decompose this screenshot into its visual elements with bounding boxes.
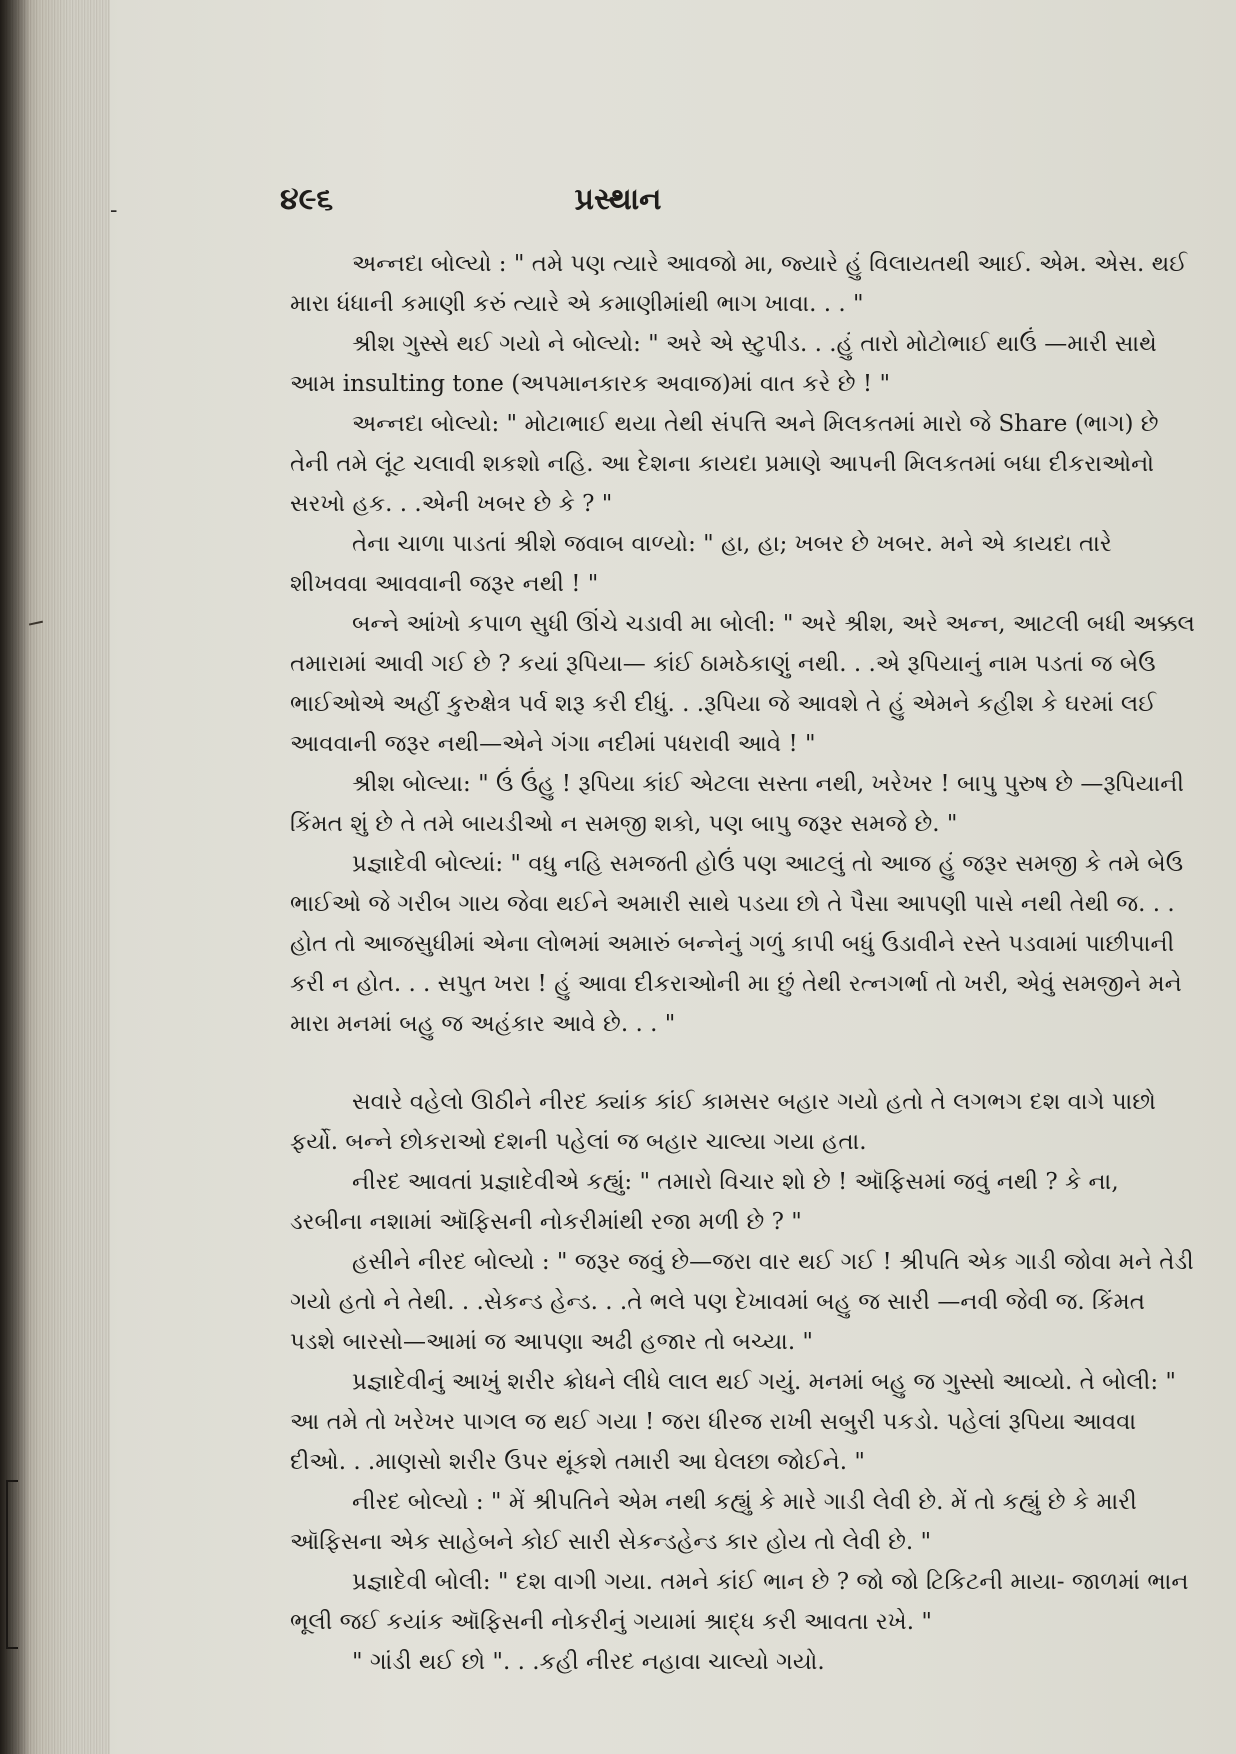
margin-bracket: [6, 1480, 18, 1649]
paragraph: સવારે વહેલો ઊઠીને નીરદ ક્યાંક કાંઈ કામસર બહાર ગયો હતો તે લગભગ દશ વાગે પાછો ફર્યો. બન્ને છોકરાઓ દશની પહેલાં જ બહાર ચાલ્યા ગયા હતા.: [290, 1089, 1156, 1155]
paragraph: પ્રજ્ઞાદેવી બોલી: " દશ વાગી ગયા. તમને કાંઈ ભાન છે ? જો જો ટિકિટની માયા- જાળમાં ભાન ભૂલી જઈ કયાંક ઑફિસની નોકરીનું ગયામાં શ્રાદ્ધ કરી આવતા રખે. ": [290, 1569, 1189, 1635]
paragraph: શ્રીશ બોલ્યા: " ઉં ઉંહુ ! રૂપિયા કાંઈ એટલા સસ્તા નથી, ખરેખર ! બાપુ પુરુષ છે —રૂપિયાની કિંમત શું છે તે તમે બાયડીઓ ન સમજી શકો, પણ બાપુ જરૂર સમજે છે. ": [290, 771, 1184, 837]
paragraph: બન્ને આંખો કપાળ સુધી ઊંચે ચડાવી મા બોલી: " અરે શ્રીશ, અરે અન્ન, આટલી બધી અક્કલ તમારામાં આવી ગઈ છે ? કયાં રૂપિયા— કાંઈ ઠામઠેકાણું નથી. . .એ રૂપિયાનું નામ પડતાં જ બેઉ ભાઈઓએ અહીં કુરુક્ષેત્ર પર્વ શરૂ કરી દીધું. . .રૂપિયા જે આવશે તે હું એમને કહીશ કે ઘરમાં લઈ આવવાની જરૂર નથી—એને ગંગા નદીમાં પધરાવી આવે ! ": [290, 611, 1195, 757]
paragraph: અન્નદા બોલ્યો: " મોટાભાઈ થયા તેથી સંપત્તિ અને મિલકતમાં મારો જે Share (ભાગ) છે તેની તમે લૂંટ ચલાવી શકશો નહિ. આ દેશના કાયદા પ્રમાણે આપની મિલકતમાં બધા દીકરાઓનો સરખો હક. . .એની ખબર છે કે ? ": [290, 411, 1159, 517]
margin-dash: -: [110, 198, 118, 223]
paragraph: અન્નદા બોલ્યો : " તમે પણ ત્યારે આવજો મા, જ્યારે હું વિલાયતથી આઈ. એમ. એસ. થઈ મારા ધંધાની કમાણી કરું ત્યારે એ કમાણીમાંથી ભાગ ખાવા. . . ": [290, 251, 1188, 317]
paragraph: " ગાંડી થઈ છો ". . .કહી નીરદ નહાવા ચાલ્યો ગયો.: [352, 1649, 825, 1675]
paragraph: નીરદ બોલ્યો : " મેં શ્રીપતિને એમ નથી કહ્યું કે મારે ગાડી લેવી છે. મેં તો કહ્યું છે કે મારી ઑફિસના એક સાહેબને કોઈ સારી સેકન્ડહેન્ડ કાર હોય તો લેવી છે. ": [290, 1489, 1137, 1555]
paragraph: હસીને નીરદ બોલ્યો : " જરૂર જવું છે—જરા વાર થઈ ગઈ ! શ્રીપતિ એક ગાડી જોવા મને તેડી ગયો હતો ને તેથી. . .સેકન્ડ હેન્ડ. . .તે ભલે પણ દેખાવમાં બહુ જ સારી —નવી જેવી જ. કિંમત પડશે બારસો—આમાં જ આપણા અઢી હજાર તો બચ્યા. ": [290, 1249, 1194, 1355]
section-break: [290, 1044, 1195, 1082]
paragraph: પ્રજ્ઞાદેવી બોલ્યાં: " વધુ નહિ સમજતી હોઉં પણ આટલું તો આજ હું જરૂર સમજી કે તમે બેઉ ભાઈઓ જે ગરીબ ગાય જેવા થઈને અમારી સાથે પડયા છો તે પૈસા આપણી પાસે નથી તેથી જ. . . હોત તો આજસુધીમાં એના લોભમાં અમારું બન્નેનું ગળું કાપી બધું ઉડાવીને રસ્તે પડવામાં પાછીપાની કરી ન હોત. . . સપુત ખરા ! હું આવા દીકરાઓની મા છું તેથી રત્નગર્ભા તો ખરી, એવું સમજીને મને મારા મનમાં બહુ જ અહંકાર આવે છે. . . ": [290, 851, 1184, 1037]
paragraph: શ્રીશ ગુસ્સે થઈ ગયો ને બોલ્યો: " અરે એ સ્ટુપીડ. . .હું તારો મોટોભાઈ થાઉં —મારી સાથે આમ insulting tone (અપમાનકારક અવાજ)માં વાત કરે છે ! ": [290, 331, 1157, 397]
page-title: પ્રસ્થાન: [574, 182, 662, 217]
page-number: ૪૯૬: [280, 182, 334, 217]
body-text: [290, 244, 1195, 1682]
paragraph: નીરદ આવતાં પ્રજ્ઞાદેવીએ કહ્યું: " તમારો વિચાર શો છે ! ઑફિસમાં જવું નથી ? કે ના, ડરબીના નશામાં ઑફિસની નોકરીમાંથી રજા મળી છે ? ": [290, 1169, 1119, 1235]
paragraph: તેના ચાળા પાડતાં શ્રીશે જવાબ વાળ્યો: " હા, હા; ખબર છે ખબર. મને એ કાયદા તારે શીખવવા આવવાની જરૂર નથી ! ": [290, 531, 1112, 597]
paragraph: પ્રજ્ઞાદેવીનું આખું શરીર ક્રોધને લીધે લાલ થઈ ગયું. મનમાં બહુ જ ગુસ્સો આવ્યો. તે બોલી: " આ તમે તો ખરેખર પાગલ જ થઈ ગયા ! જરા ધીરજ રાખી સબુરી પકડો. પહેલાં રૂપિયા આવવા દીઓ. . .માણસો શરીર ઉપર થૂંકશે તમારી આ ઘેલછા જોઈને. ": [290, 1369, 1176, 1475]
